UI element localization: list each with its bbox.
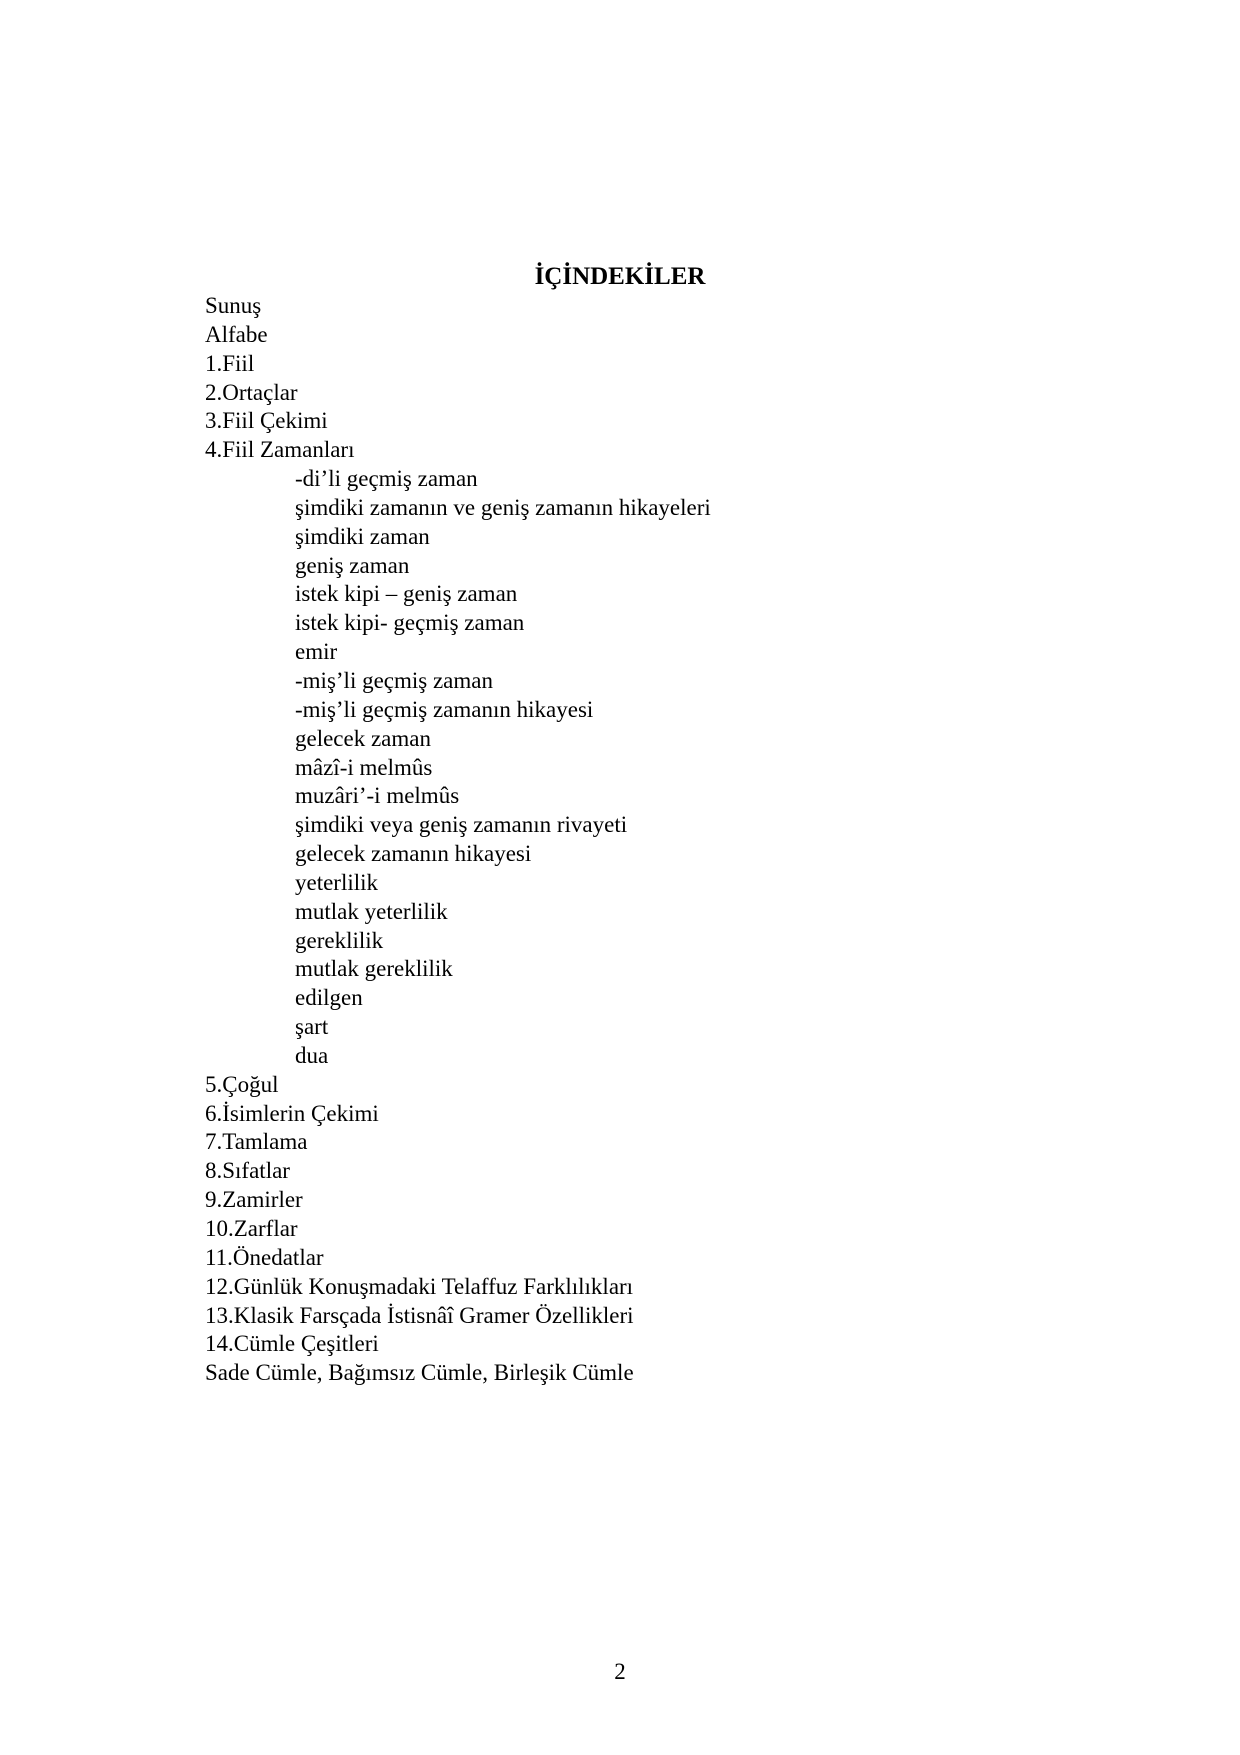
- toc-item: 4.Fiil Zamanları: [205, 437, 355, 463]
- toc-item: 10.Zarflar: [205, 1216, 298, 1241]
- toc-subitem: şimdiki zaman: [295, 523, 430, 549]
- toc-subitem: emir: [295, 639, 338, 665]
- toc-item: 12.Günlük Konuşmadaki Telaffuz Farklılıkları: [205, 1273, 634, 1299]
- toc-subitem: muzâri’-i melmûs: [295, 783, 460, 809]
- page-number: 2: [614, 1659, 626, 1684]
- toc-item: 8.Sıfatlar: [205, 1158, 290, 1184]
- toc-subitem: mâzî-i melmûs: [295, 754, 433, 780]
- toc-subitem: şart: [295, 1014, 329, 1040]
- toc-subitem: gelecek zamanın hikayesi: [295, 841, 532, 867]
- toc-item: Sade Cümle, Bağımsız Cümle, Birleşik Cümle: [205, 1360, 634, 1386]
- table-of-contents: [205, 292, 711, 1388]
- toc-item: 1.Fiil: [205, 350, 255, 376]
- toc-item: 9.Zamirler: [205, 1187, 303, 1213]
- toc-subitem: gereklilik: [295, 927, 384, 953]
- toc-subitem: mutlak yeterlilik: [295, 898, 448, 924]
- page-title: İÇİNDEKİLER: [534, 263, 706, 290]
- toc-subitem: dua: [295, 1042, 329, 1068]
- toc-subitem: istek kipi – geniş zaman: [295, 581, 518, 607]
- toc-subitem: yeterlilik: [295, 869, 379, 895]
- toc-subitem: -miş’li geçmiş zamanın hikayesi: [295, 696, 594, 722]
- toc-subitem: şimdiki veya geniş zamanın rivayeti: [295, 812, 628, 838]
- toc-item: Alfabe: [205, 321, 268, 347]
- toc-item: 11.Önedatlar: [205, 1244, 324, 1270]
- toc-item: 7.Tamlama: [205, 1129, 308, 1155]
- toc-subitem: gelecek zaman: [295, 725, 431, 751]
- toc-subitem: -di’li geçmiş zaman: [295, 466, 478, 492]
- toc-subitem: -miş’li geçmiş zaman: [295, 667, 493, 693]
- toc-subitem: edilgen: [295, 985, 363, 1011]
- toc-item: 2.Ortaçlar: [205, 379, 298, 405]
- toc-item: Sunuş: [205, 293, 262, 318]
- toc-item: 14.Cümle Çeşitleri: [205, 1331, 379, 1357]
- toc-subitem: istek kipi- geçmiş zaman: [295, 610, 525, 636]
- toc-subitem: mutlak gereklilik: [295, 956, 453, 982]
- toc-subitem: şimdiki zamanın ve geniş zamanın hikayeleri: [295, 494, 711, 520]
- toc-subitem: geniş zaman: [295, 552, 410, 578]
- toc-item: 6.İsimlerin Çekimi: [205, 1100, 379, 1126]
- toc-item: 13.Klasik Farsçada İstisnâî Gramer Özellikleri: [205, 1302, 634, 1328]
- toc-item: 5.Çoğul: [205, 1071, 279, 1097]
- toc-item: 3.Fiil Çekimi: [205, 408, 328, 434]
